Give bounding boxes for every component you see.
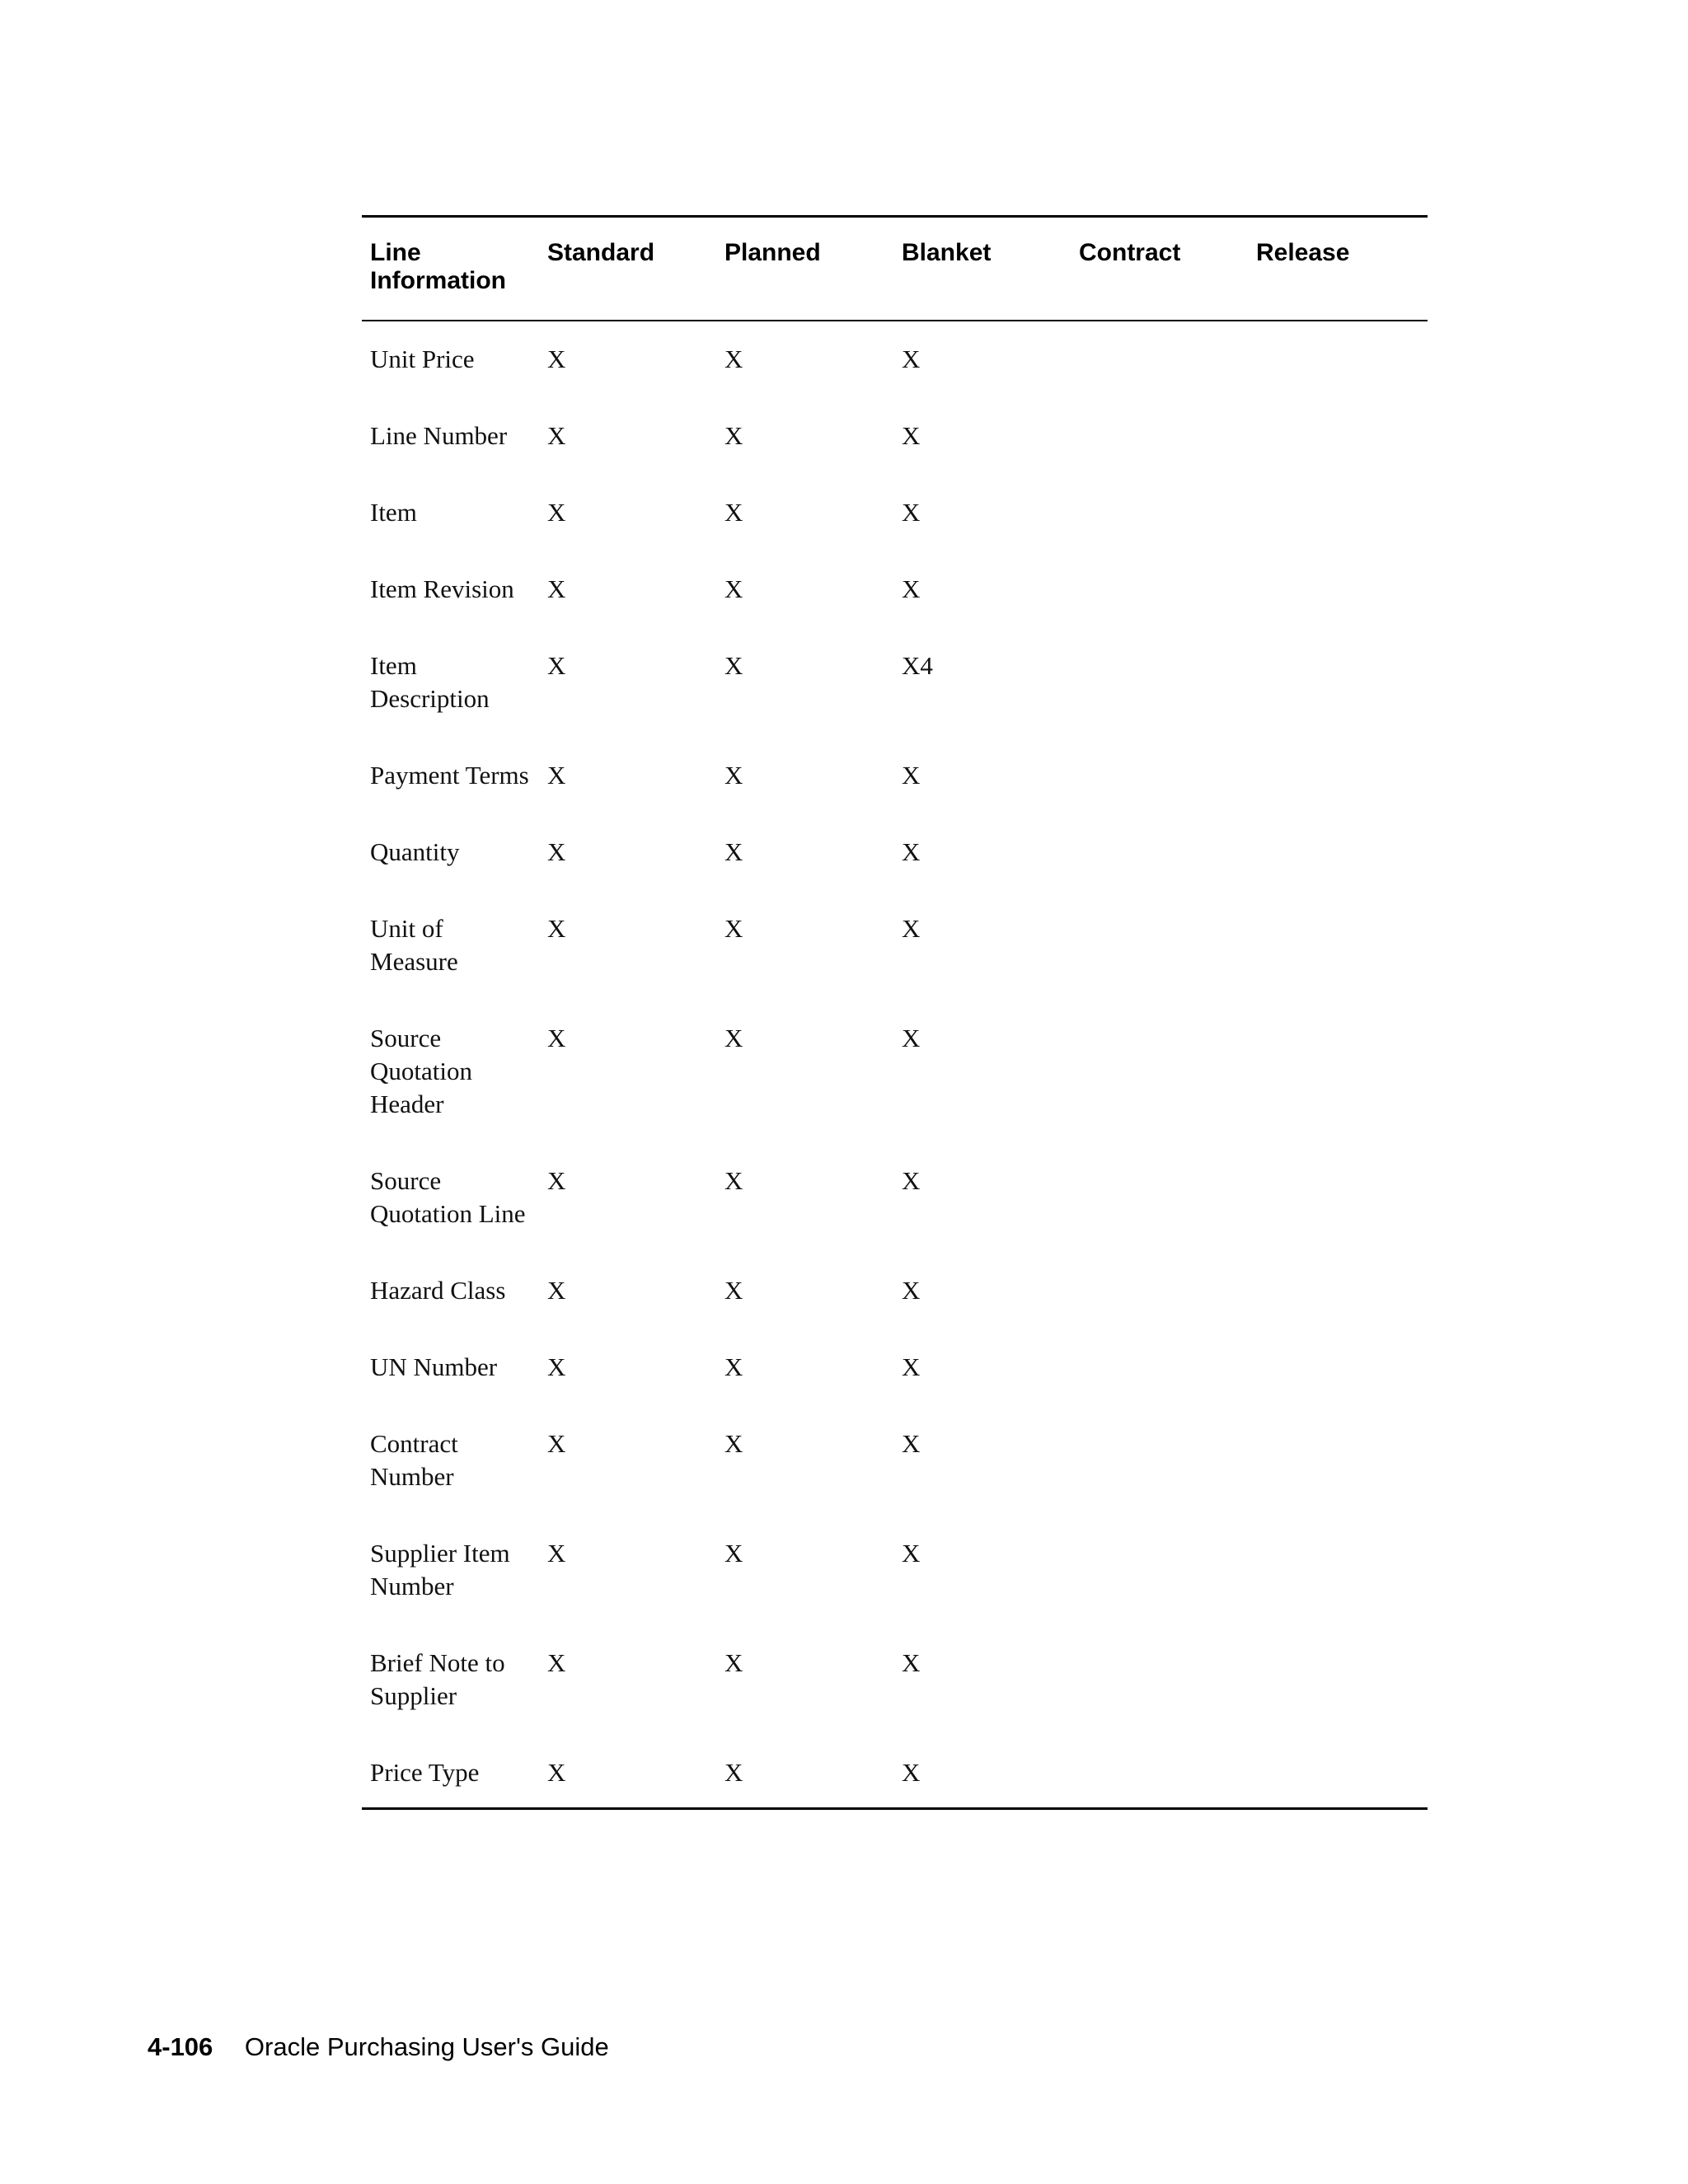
cell-line-information: Item xyxy=(370,498,417,527)
cell-blanket: X xyxy=(902,1276,921,1305)
cell-planned: X xyxy=(724,914,743,943)
cell-planned: X xyxy=(724,344,743,373)
table-row xyxy=(362,1001,1428,1143)
cell-contract xyxy=(1071,398,1248,475)
table-row xyxy=(362,1329,1428,1406)
cell-blanket: X xyxy=(902,574,921,603)
cell-blanket: X xyxy=(902,1758,921,1787)
cell-standard: X xyxy=(547,421,566,450)
cell-standard: X xyxy=(547,344,566,373)
page-footer xyxy=(148,2032,609,2062)
table-row xyxy=(362,1406,1428,1516)
cell-blanket: X xyxy=(902,914,921,943)
cell-contract xyxy=(1071,551,1248,628)
cell-planned: X xyxy=(724,651,743,680)
cell-release xyxy=(1248,1735,1428,1809)
cell-release xyxy=(1248,738,1428,814)
cell-planned: X xyxy=(724,1539,743,1568)
cell-release xyxy=(1248,1406,1428,1516)
cell-standard: X xyxy=(547,1024,566,1052)
table-row xyxy=(362,398,1428,475)
cell-contract xyxy=(1071,1329,1248,1406)
cell-planned: X xyxy=(724,574,743,603)
cell-release xyxy=(1248,1001,1428,1143)
cell-planned: X xyxy=(724,761,743,790)
table-row xyxy=(362,321,1428,398)
cell-contract xyxy=(1071,475,1248,551)
cell-standard: X xyxy=(547,1276,566,1305)
cell-planned: X xyxy=(724,421,743,450)
cell-contract xyxy=(1071,1143,1248,1253)
cell-standard: X xyxy=(547,761,566,790)
cell-line-information: Item Description xyxy=(370,651,490,713)
cell-contract xyxy=(1071,1001,1248,1143)
cell-release xyxy=(1248,891,1428,1001)
cell-planned: X xyxy=(724,1352,743,1381)
table-row xyxy=(362,551,1428,628)
cell-planned: X xyxy=(724,1166,743,1195)
cell-contract xyxy=(1071,738,1248,814)
table-row xyxy=(362,1516,1428,1625)
cell-standard: X xyxy=(547,1166,566,1195)
cell-contract xyxy=(1071,628,1248,738)
cell-blanket: X xyxy=(902,421,921,450)
cell-standard: X xyxy=(547,1648,566,1677)
cell-standard: X xyxy=(547,914,566,943)
cell-line-information: Brief Note to Supplier xyxy=(370,1648,505,1710)
table-body xyxy=(362,321,1428,1809)
line-information-table xyxy=(362,215,1428,1810)
table-row xyxy=(362,738,1428,814)
cell-standard: X xyxy=(547,1539,566,1568)
cell-planned: X xyxy=(724,1276,743,1305)
cell-planned: X xyxy=(724,837,743,866)
cell-release xyxy=(1248,551,1428,628)
cell-standard: X xyxy=(547,1429,566,1458)
cell-blanket: X xyxy=(902,1024,921,1052)
cell-release xyxy=(1248,1143,1428,1253)
cell-line-information: Source Quotation Header xyxy=(370,1024,472,1118)
cell-contract xyxy=(1071,321,1248,398)
table-row xyxy=(362,1735,1428,1809)
cell-contract xyxy=(1071,1406,1248,1516)
table-header-row xyxy=(362,217,1428,321)
cell-release xyxy=(1248,475,1428,551)
cell-blanket: X xyxy=(902,344,921,373)
cell-line-information: Price Type xyxy=(370,1758,480,1787)
book-title: Oracle Purchasing User's Guide xyxy=(244,2032,609,2061)
cell-release xyxy=(1248,1253,1428,1329)
cell-release xyxy=(1248,628,1428,738)
cell-line-information: Unit of Measure xyxy=(370,914,458,976)
table-row xyxy=(362,814,1428,891)
cell-planned: X xyxy=(724,1758,743,1787)
cell-planned: X xyxy=(724,1429,743,1458)
cell-standard: X xyxy=(547,837,566,866)
cell-line-information: Source Quotation Line xyxy=(370,1166,526,1228)
cell-release xyxy=(1248,1516,1428,1625)
cell-line-information: Quantity xyxy=(370,837,460,866)
cell-line-information: Supplier Item Number xyxy=(370,1539,510,1601)
cell-standard: X xyxy=(547,651,566,680)
header-contract: Contract xyxy=(1071,217,1248,321)
cell-planned: X xyxy=(724,498,743,527)
header-planned: Planned xyxy=(716,217,893,321)
cell-planned: X xyxy=(724,1648,743,1677)
cell-release xyxy=(1248,1329,1428,1406)
header-line-information: Line Information xyxy=(362,217,539,321)
table-row xyxy=(362,1253,1428,1329)
cell-contract xyxy=(1071,1625,1248,1735)
cell-standard: X xyxy=(547,1758,566,1787)
cell-release xyxy=(1248,398,1428,475)
header-blanket: Blanket xyxy=(893,217,1071,321)
cell-line-information: Payment Terms xyxy=(370,761,529,790)
table-row xyxy=(362,891,1428,1001)
cell-blanket: X xyxy=(902,1429,921,1458)
table-row xyxy=(362,628,1428,738)
table-row xyxy=(362,475,1428,551)
cell-contract xyxy=(1071,891,1248,1001)
cell-blanket: X xyxy=(902,1539,921,1568)
cell-line-information: UN Number xyxy=(370,1352,498,1381)
header-release: Release xyxy=(1248,217,1428,321)
header-standard: Standard xyxy=(539,217,716,321)
cell-standard: X xyxy=(547,1352,566,1381)
cell-line-information: Item Revision xyxy=(370,574,514,603)
cell-standard: X xyxy=(547,498,566,527)
cell-standard: X xyxy=(547,574,566,603)
cell-contract xyxy=(1071,814,1248,891)
cell-planned: X xyxy=(724,1024,743,1052)
cell-blanket: X xyxy=(902,1352,921,1381)
cell-line-information: Hazard Class xyxy=(370,1276,506,1305)
cell-release xyxy=(1248,321,1428,398)
cell-release xyxy=(1248,1625,1428,1735)
cell-contract xyxy=(1071,1253,1248,1329)
cell-release xyxy=(1248,814,1428,891)
cell-blanket: X xyxy=(902,1648,921,1677)
table-row xyxy=(362,1625,1428,1735)
page-number: 4-106 xyxy=(148,2032,213,2061)
cell-blanket: X xyxy=(902,837,921,866)
cell-line-information: Line Number xyxy=(370,421,508,450)
cell-line-information: Unit Price xyxy=(370,344,475,373)
cell-blanket: X xyxy=(902,1166,921,1195)
cell-line-information: Contract Number xyxy=(370,1429,458,1491)
cell-blanket: X xyxy=(902,498,921,527)
cell-blanket: X4 xyxy=(902,651,933,680)
cell-blanket: X xyxy=(902,761,921,790)
cell-contract xyxy=(1071,1735,1248,1809)
cell-contract xyxy=(1071,1516,1248,1625)
table-row xyxy=(362,1143,1428,1253)
